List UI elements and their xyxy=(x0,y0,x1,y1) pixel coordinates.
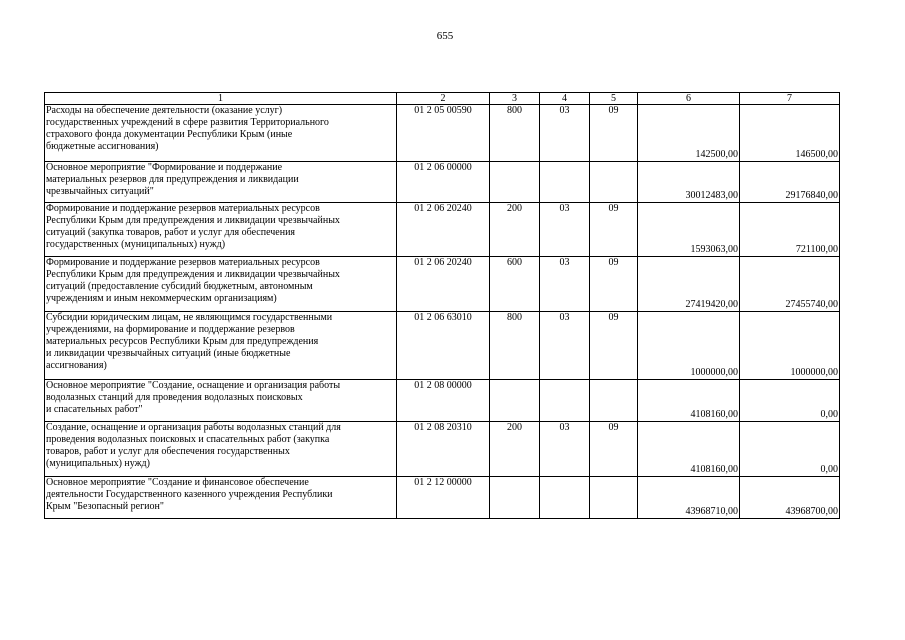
row-col4 xyxy=(540,380,590,422)
header-cell-6: 6 xyxy=(638,93,740,105)
page-number: 655 xyxy=(436,30,454,42)
row-col4: 03 xyxy=(540,257,590,312)
row-code: 01 2 06 63010 xyxy=(397,312,490,380)
row-col5: 09 xyxy=(590,105,638,162)
row-code: 01 2 06 20240 xyxy=(397,203,490,257)
row-col3: 800 xyxy=(490,312,540,380)
row-name: Расходы на обеспечение деятельности (оказание услуг) государственных учреждений в сфере развития Территориального страхового фонда документации Республики Крым (иные бюджетные ассигнования) xyxy=(45,105,397,162)
row-col3: 200 xyxy=(490,422,540,477)
row-col6: 1000000,00 xyxy=(638,312,740,380)
row-name: Субсидии юридическим лицам, не являющимся государственными учреждениями, на формирование и поддержание резервов материальных ресурсов Республики Крым для предупреждения и ликвидации чрезвычайных ситуаций (иные бюджетные ассигнования) xyxy=(45,312,397,380)
budget-table xyxy=(44,92,840,519)
row-col5: 09 xyxy=(590,422,638,477)
row-col7: 0,00 xyxy=(740,380,840,422)
row-code: 01 2 06 20240 xyxy=(397,257,490,312)
row-name: Основное мероприятие "Создание и финансовое обеспечение деятельности Государственного казенного учреждения Республики Крым "Безопасный регион" xyxy=(45,477,397,519)
row-col5: 09 xyxy=(590,312,638,380)
row-name: Формирование и поддержание резервов материальных ресурсов Республики Крым для предупреждения и ликвидации чрезвычайных ситуаций (предоставление субсидий бюджетным, автономным учреждениям и иным некоммерческим организациям) xyxy=(45,257,397,312)
header-cell-2: 2 xyxy=(397,93,490,105)
header-cell-5: 5 xyxy=(590,93,638,105)
row-col4 xyxy=(540,162,590,203)
row-col7: 721100,00 xyxy=(740,203,840,257)
row-col3 xyxy=(490,477,540,519)
row-col6: 30012483,00 xyxy=(638,162,740,203)
header-cell-1: 1 xyxy=(45,93,397,105)
row-code: 01 2 12 00000 xyxy=(397,477,490,519)
header-cell-4: 4 xyxy=(540,93,590,105)
row-col6: 43968710,00 xyxy=(638,477,740,519)
table-row xyxy=(45,203,840,257)
row-col3: 600 xyxy=(490,257,540,312)
header-row xyxy=(45,93,840,105)
row-code: 01 2 08 20310 xyxy=(397,422,490,477)
row-name: Формирование и поддержание резервов материальных ресурсов Республики Крым для предупреждения и ликвидации чрезвычайных ситуаций (закупка товаров, работ и услуг для обеспечения государственных (муниципальных) нужд) xyxy=(45,203,397,257)
row-col7: 27455740,00 xyxy=(740,257,840,312)
row-col5 xyxy=(590,380,638,422)
row-col6: 142500,00 xyxy=(638,105,740,162)
table-row xyxy=(45,422,840,477)
row-col7: 146500,00 xyxy=(740,105,840,162)
row-col6: 4108160,00 xyxy=(638,380,740,422)
row-code: 01 2 05 00590 xyxy=(397,105,490,162)
table-row xyxy=(45,162,840,203)
header-cell-3: 3 xyxy=(490,93,540,105)
row-code: 01 2 06 00000 xyxy=(397,162,490,203)
row-name: Создание, оснащение и организация работы водолазных станций для проведения водолазных поисковых и спасательных работ (закупка товаров, работ и услуг для обеспечения государственных (муниципальных) нужд) xyxy=(45,422,397,477)
table-body xyxy=(45,93,840,519)
row-col4: 03 xyxy=(540,312,590,380)
table-row xyxy=(45,105,840,162)
row-col3 xyxy=(490,380,540,422)
table-row xyxy=(45,380,840,422)
row-name: Основное мероприятие "Формирование и поддержание материальных резервов для предупреждения и ликвидации чрезвычайных ситуаций" xyxy=(45,162,397,203)
row-col5: 09 xyxy=(590,203,638,257)
header-cell-7: 7 xyxy=(740,93,840,105)
row-col6: 4108160,00 xyxy=(638,422,740,477)
row-col4 xyxy=(540,477,590,519)
row-col3: 800 xyxy=(490,105,540,162)
row-col3: 200 xyxy=(490,203,540,257)
row-col7: 29176840,00 xyxy=(740,162,840,203)
row-col4: 03 xyxy=(540,203,590,257)
row-col5: 09 xyxy=(590,257,638,312)
table-row xyxy=(45,312,840,380)
row-col3 xyxy=(490,162,540,203)
row-col7: 1000000,00 xyxy=(740,312,840,380)
row-col7: 43968700,00 xyxy=(740,477,840,519)
row-col4: 03 xyxy=(540,105,590,162)
row-col7: 0,00 xyxy=(740,422,840,477)
table-row xyxy=(45,257,840,312)
row-col5 xyxy=(590,162,638,203)
row-code: 01 2 08 00000 xyxy=(397,380,490,422)
row-col6: 27419420,00 xyxy=(638,257,740,312)
row-col4: 03 xyxy=(540,422,590,477)
table-row xyxy=(45,477,840,519)
row-col5 xyxy=(590,477,638,519)
row-name: Основное мероприятие "Создание, оснащение и организация работы водолазных станций для проведения водолазных поисковых и спасательных работ" xyxy=(45,380,397,422)
row-col6: 1593063,00 xyxy=(638,203,740,257)
